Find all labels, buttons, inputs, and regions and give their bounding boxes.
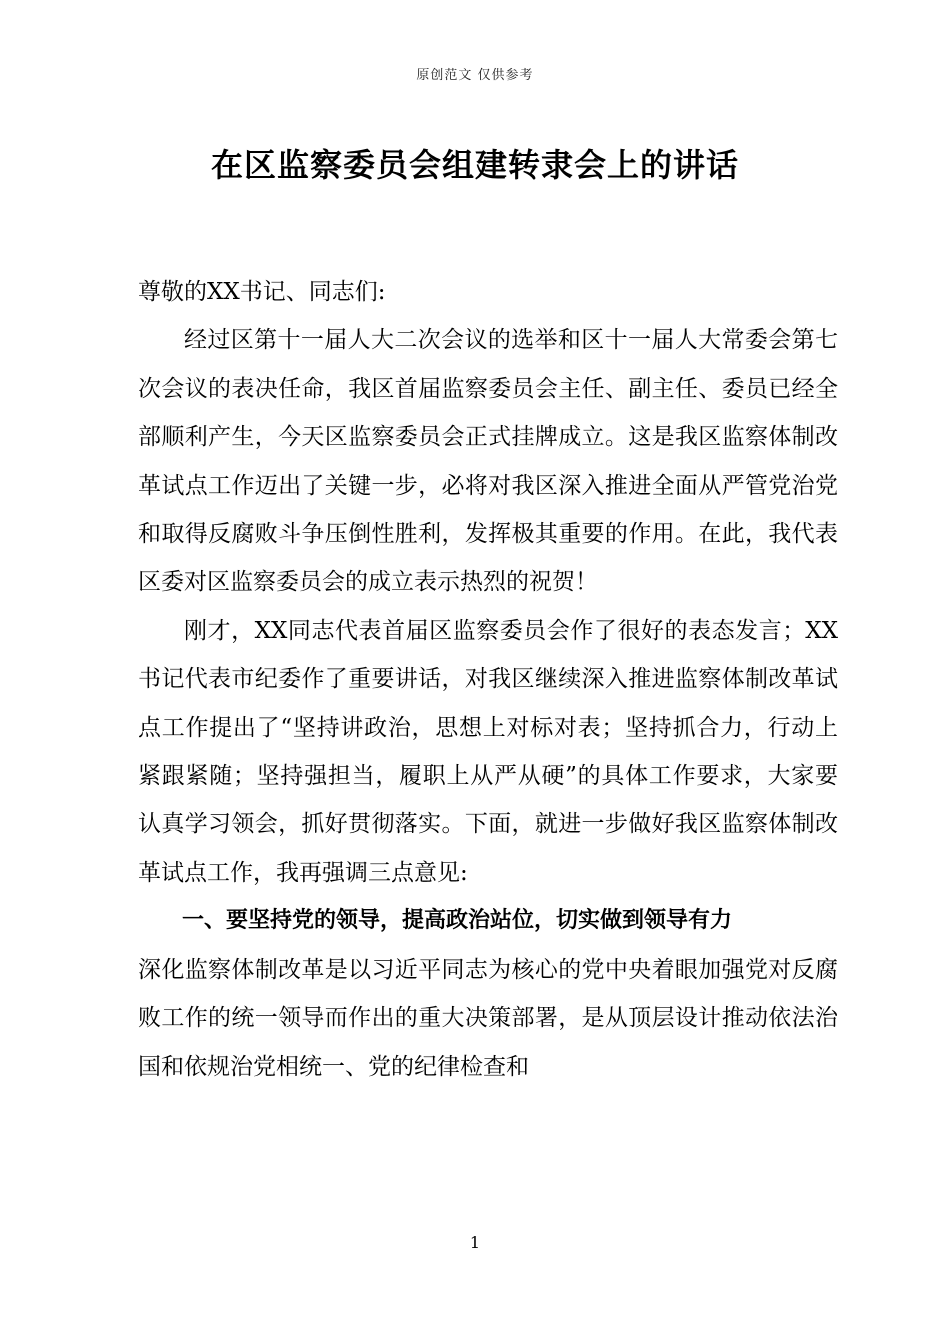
document-title: 在区监察委员会组建转隶会上的讲话 [210, 146, 739, 184]
document-body [138, 268, 838, 1091]
section-heading-1: 一、要坚持党的领导，提高政治站位，切实做到领导有力 [182, 908, 733, 934]
page-number: 1 [469, 1233, 481, 1252]
header-note: 原创范文 仅供参考 [416, 68, 534, 83]
section-paragraph-1: 深化监察体制改革是以习近平同志为核心的党中央着眼加强党对反腐败工作的统一领导而作出的重大决策部署，是从顶层设计推动依法治国和依规治党相统一、党的纪律检查和 [138, 956, 838, 1080]
paragraph-1: 经过区第十一届人大二次会议的选举和区十一届人大常委会第七次会议的表决任命，我区首届监察委员会主任、副主任、委员已经全部顺利产生，今天区监察委员会正式挂牌成立。这是我区监察体制改革试点工作迈出了关键一步，必将对我区深入推进全面从严管党治党和取得反腐败斗争压倒性胜利，发挥极其重要的作用。在此，我代表区委对区监察委员会的成立表示热烈的祝贺！ [138, 327, 838, 596]
salutation: 尊敬的XX书记、同志们: [138, 279, 386, 305]
paragraph-2: 刚才，XX同志代表首届区监察委员会作了很好的表态发言；XX书记代表市纪委作了重要讲话，对我区继续深入推进监察体制改革试点工作提出了“坚持讲政治，思想上对标对表；坚持抓合力，行动上紧跟紧随；坚持强担当，履职上从严从硬”的具体工作要求，大家要认真学习领会，抓好贯彻落实。下面，就进一步做好我区监察体制改革试点工作，我再强调三点意见: [138, 617, 838, 886]
